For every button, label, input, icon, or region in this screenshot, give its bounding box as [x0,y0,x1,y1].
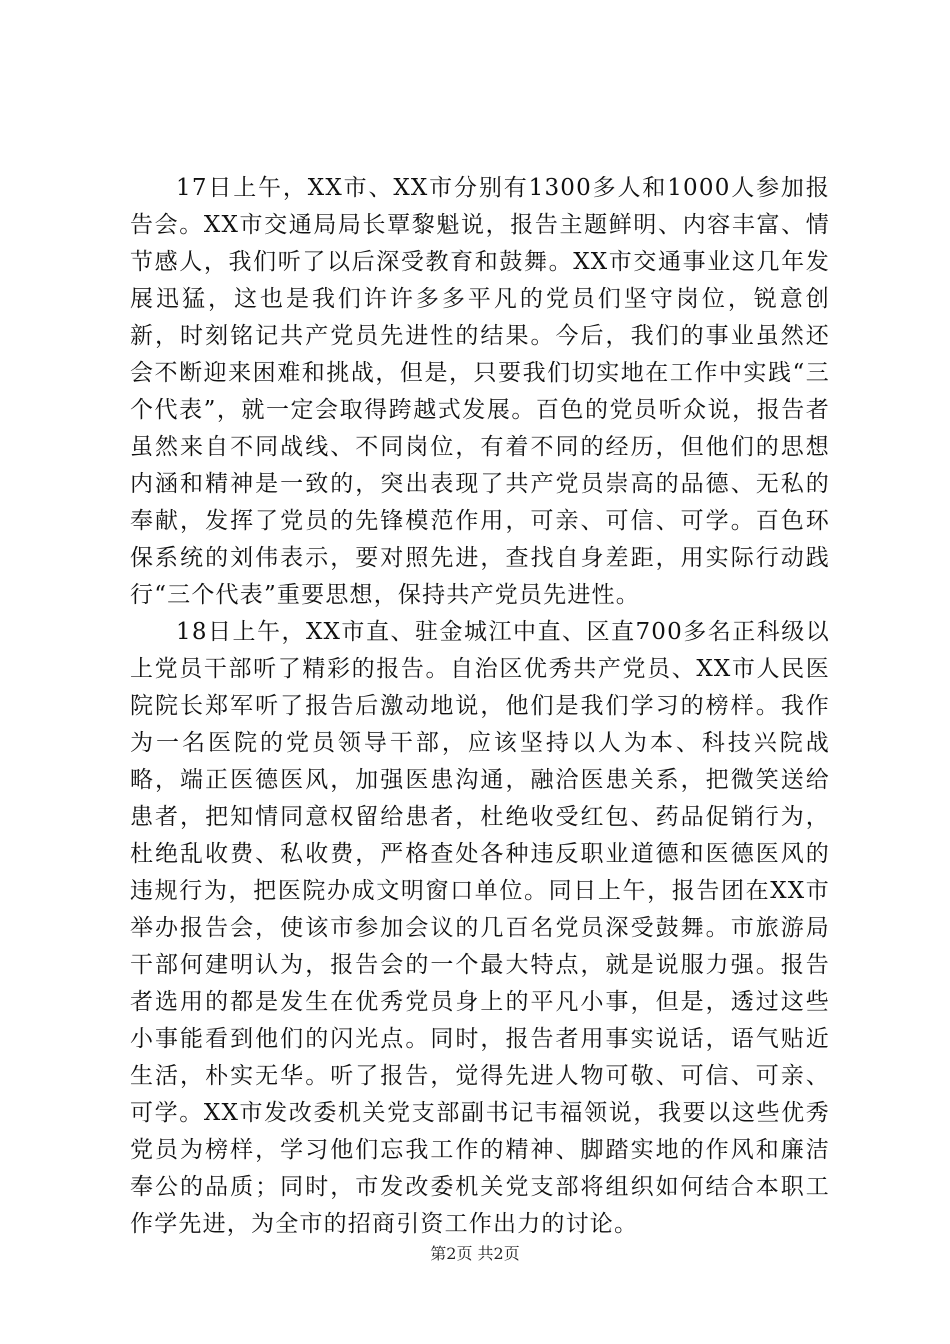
page-number-footer: 第2页 共2页 [430,1244,520,1263]
paragraph-1: 17日上午，XX市、XX市分别有1300多人和1000人参加报告会。XX市交通局局长覃黎魁说，报告主题鲜明、内容丰富、情节感人，我们听了以后深受教育和鼓舞。XX市交通事业这几年发展迅猛，这也是我们许许多多平凡的党员们坚守岗位，锐意创新，时刻铭记共产党员先进性的结果。今后，我们的事业虽然还会不断迎来困难和挑战，但是，只要我们切实地在工作中实践“三个代表”，就一定会取得跨越式发展。百色的党员听众说，报告者虽然来自不同战线、不同岗位，有着不同的经历，但他们的思想内涵和精神是一致的，突出表现了共产党员崇高的品德、无私的奉献，发挥了党员的先锋模范作用，可亲、可信、可学。百色环保系统的刘伟表示，要对照先进，查找自身差距，用实际行动践行“三个代表”重要思想，保持共产党员先进性。 [130,175,830,608]
paragraph-2: 18日上午，XX市直、驻金城江中直、区直700多名正科级以上党员干部听了精彩的报告。自治区优秀共产党员、XX市人民医院院长郑军听了报告后激动地说，他们是我们学习的榜样。我作为一名医院的党员领导干部，应该坚持以人为本、科技兴院战略，端正医德医风，加强医患沟通，融洽医患关系，把微笑送给患者，把知情同意权留给患者，杜绝收受红包、药品促销行为，杜绝乱收费、私收费，严格查处各种违反职业道德和医德医风的违规行为，把医院办成文明窗口单位。同日上午，报告团在XX市举办报告会，使该市参加会议的几百名党员深受鼓舞。市旅游局干部何建明认为，报告会的一个最大特点，就是说服力强。报告者选用的都是发生在优秀党员身上的平凡小事，但是，透过这些小事能看到他们的闪光点。同时，报告者用事实说话，语气贴近生活，朴实无华。听了报告，觉得先进人物可敬、可信、可亲、可学。XX市发改委机关党支部副书记韦福领说，我要以这些优秀党员为榜样，学习他们忘我工作的精神、脚踏实地的作风和廉洁奉公的品质；同时，市发改委机关党支部将组织如何结合本职工作学先进，为全市的招商引资工作出力的讨论。 [130,619,830,1237]
document-body [130,170,830,1243]
